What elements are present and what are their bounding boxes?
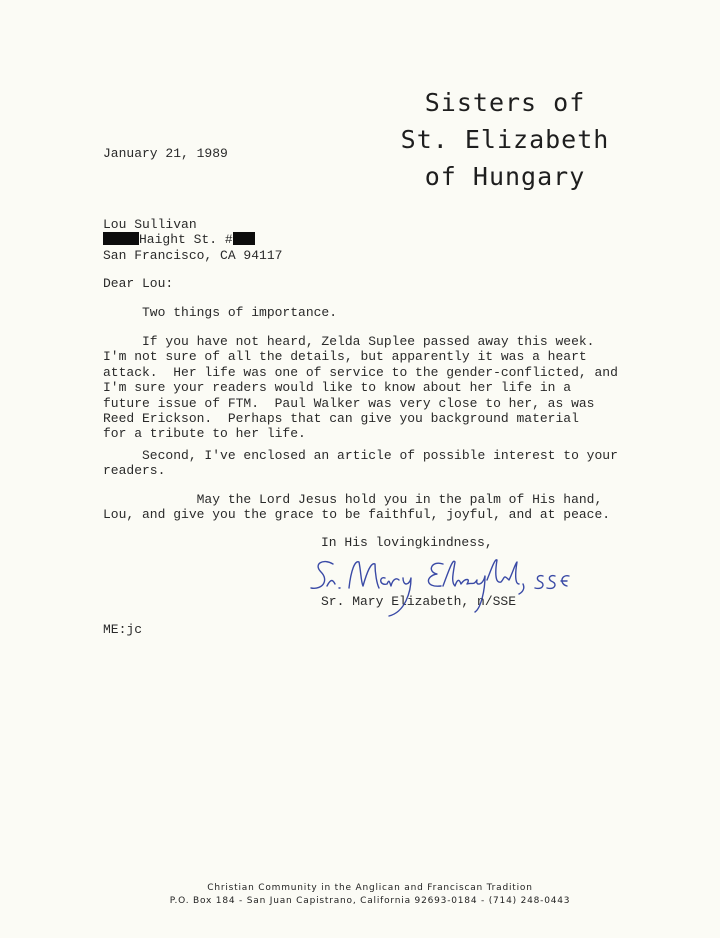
recipient-address — [103, 217, 403, 263]
typed-signature-name: Sr. Mary Elizabeth, n/SSE — [321, 594, 517, 609]
typist-initials: ME:jc — [103, 622, 143, 637]
letterhead-line-1: Sisters of — [424, 88, 586, 117]
paragraph-4 — [103, 492, 611, 523]
closing: In His lovingkindness, — [321, 535, 493, 550]
paragraph-line: If you have not heard, Zelda Suplee passed away this week. — [103, 334, 595, 349]
paragraph-3 — [103, 448, 618, 479]
paragraph-line: for a tribute to her life. — [103, 426, 306, 442]
paragraph-line: I'm sure your readers would like to know about her life in a — [103, 380, 572, 396]
footer-contact: P.O. Box 184 - San Juan Capistrano, California 92693-0184 - (714) 248-0443 — [169, 896, 571, 906]
footer-tagline: Christian Community in the Anglican and Franciscan Tradition — [207, 883, 533, 893]
paragraph-line: Second, I've enclosed an article of possible interest to your — [103, 448, 618, 463]
recipient-city: San Francisco, CA 94117 — [103, 247, 283, 263]
paragraph-line: Two things of importance. — [103, 305, 338, 320]
paragraph-line: future issue of FTM. Paul Walker was very close to her, as was — [103, 395, 595, 411]
paragraph-line: May the Lord Jesus hold you in the palm of His hand, — [103, 492, 603, 507]
redaction-bar — [233, 232, 255, 245]
letterhead-title — [380, 84, 630, 195]
paragraph-line: Lou, and give you the grace to be faithful, joyful, and at peace. — [103, 507, 611, 523]
paragraph-line: attack. Her life was one of service to the gender-conflicted, and — [103, 364, 618, 380]
salutation: Dear Lou: — [103, 276, 174, 291]
recipient-name: Lou Sullivan — [103, 217, 197, 232]
letter-date: January 21, 1989 — [103, 146, 228, 161]
recipient-street: Haight St. # — [139, 232, 233, 248]
recipient-street-line — [103, 232, 403, 247]
paragraph-line: readers. — [103, 463, 166, 479]
redaction-bar — [103, 232, 139, 245]
letterhead-line-3: of Hungary — [424, 162, 586, 191]
paragraph-line: I'm not sure of all the details, but apparently it was a heart — [103, 349, 587, 365]
paragraph-1 — [103, 305, 579, 320]
paragraph-2 — [103, 334, 618, 442]
paragraph-line: Reed Erickson. Perhaps that can give you background material — [103, 411, 579, 427]
letterhead-footer — [100, 882, 640, 908]
letterhead-line-2: St. Elizabeth — [400, 125, 610, 154]
handwritten-signature — [305, 550, 570, 620]
